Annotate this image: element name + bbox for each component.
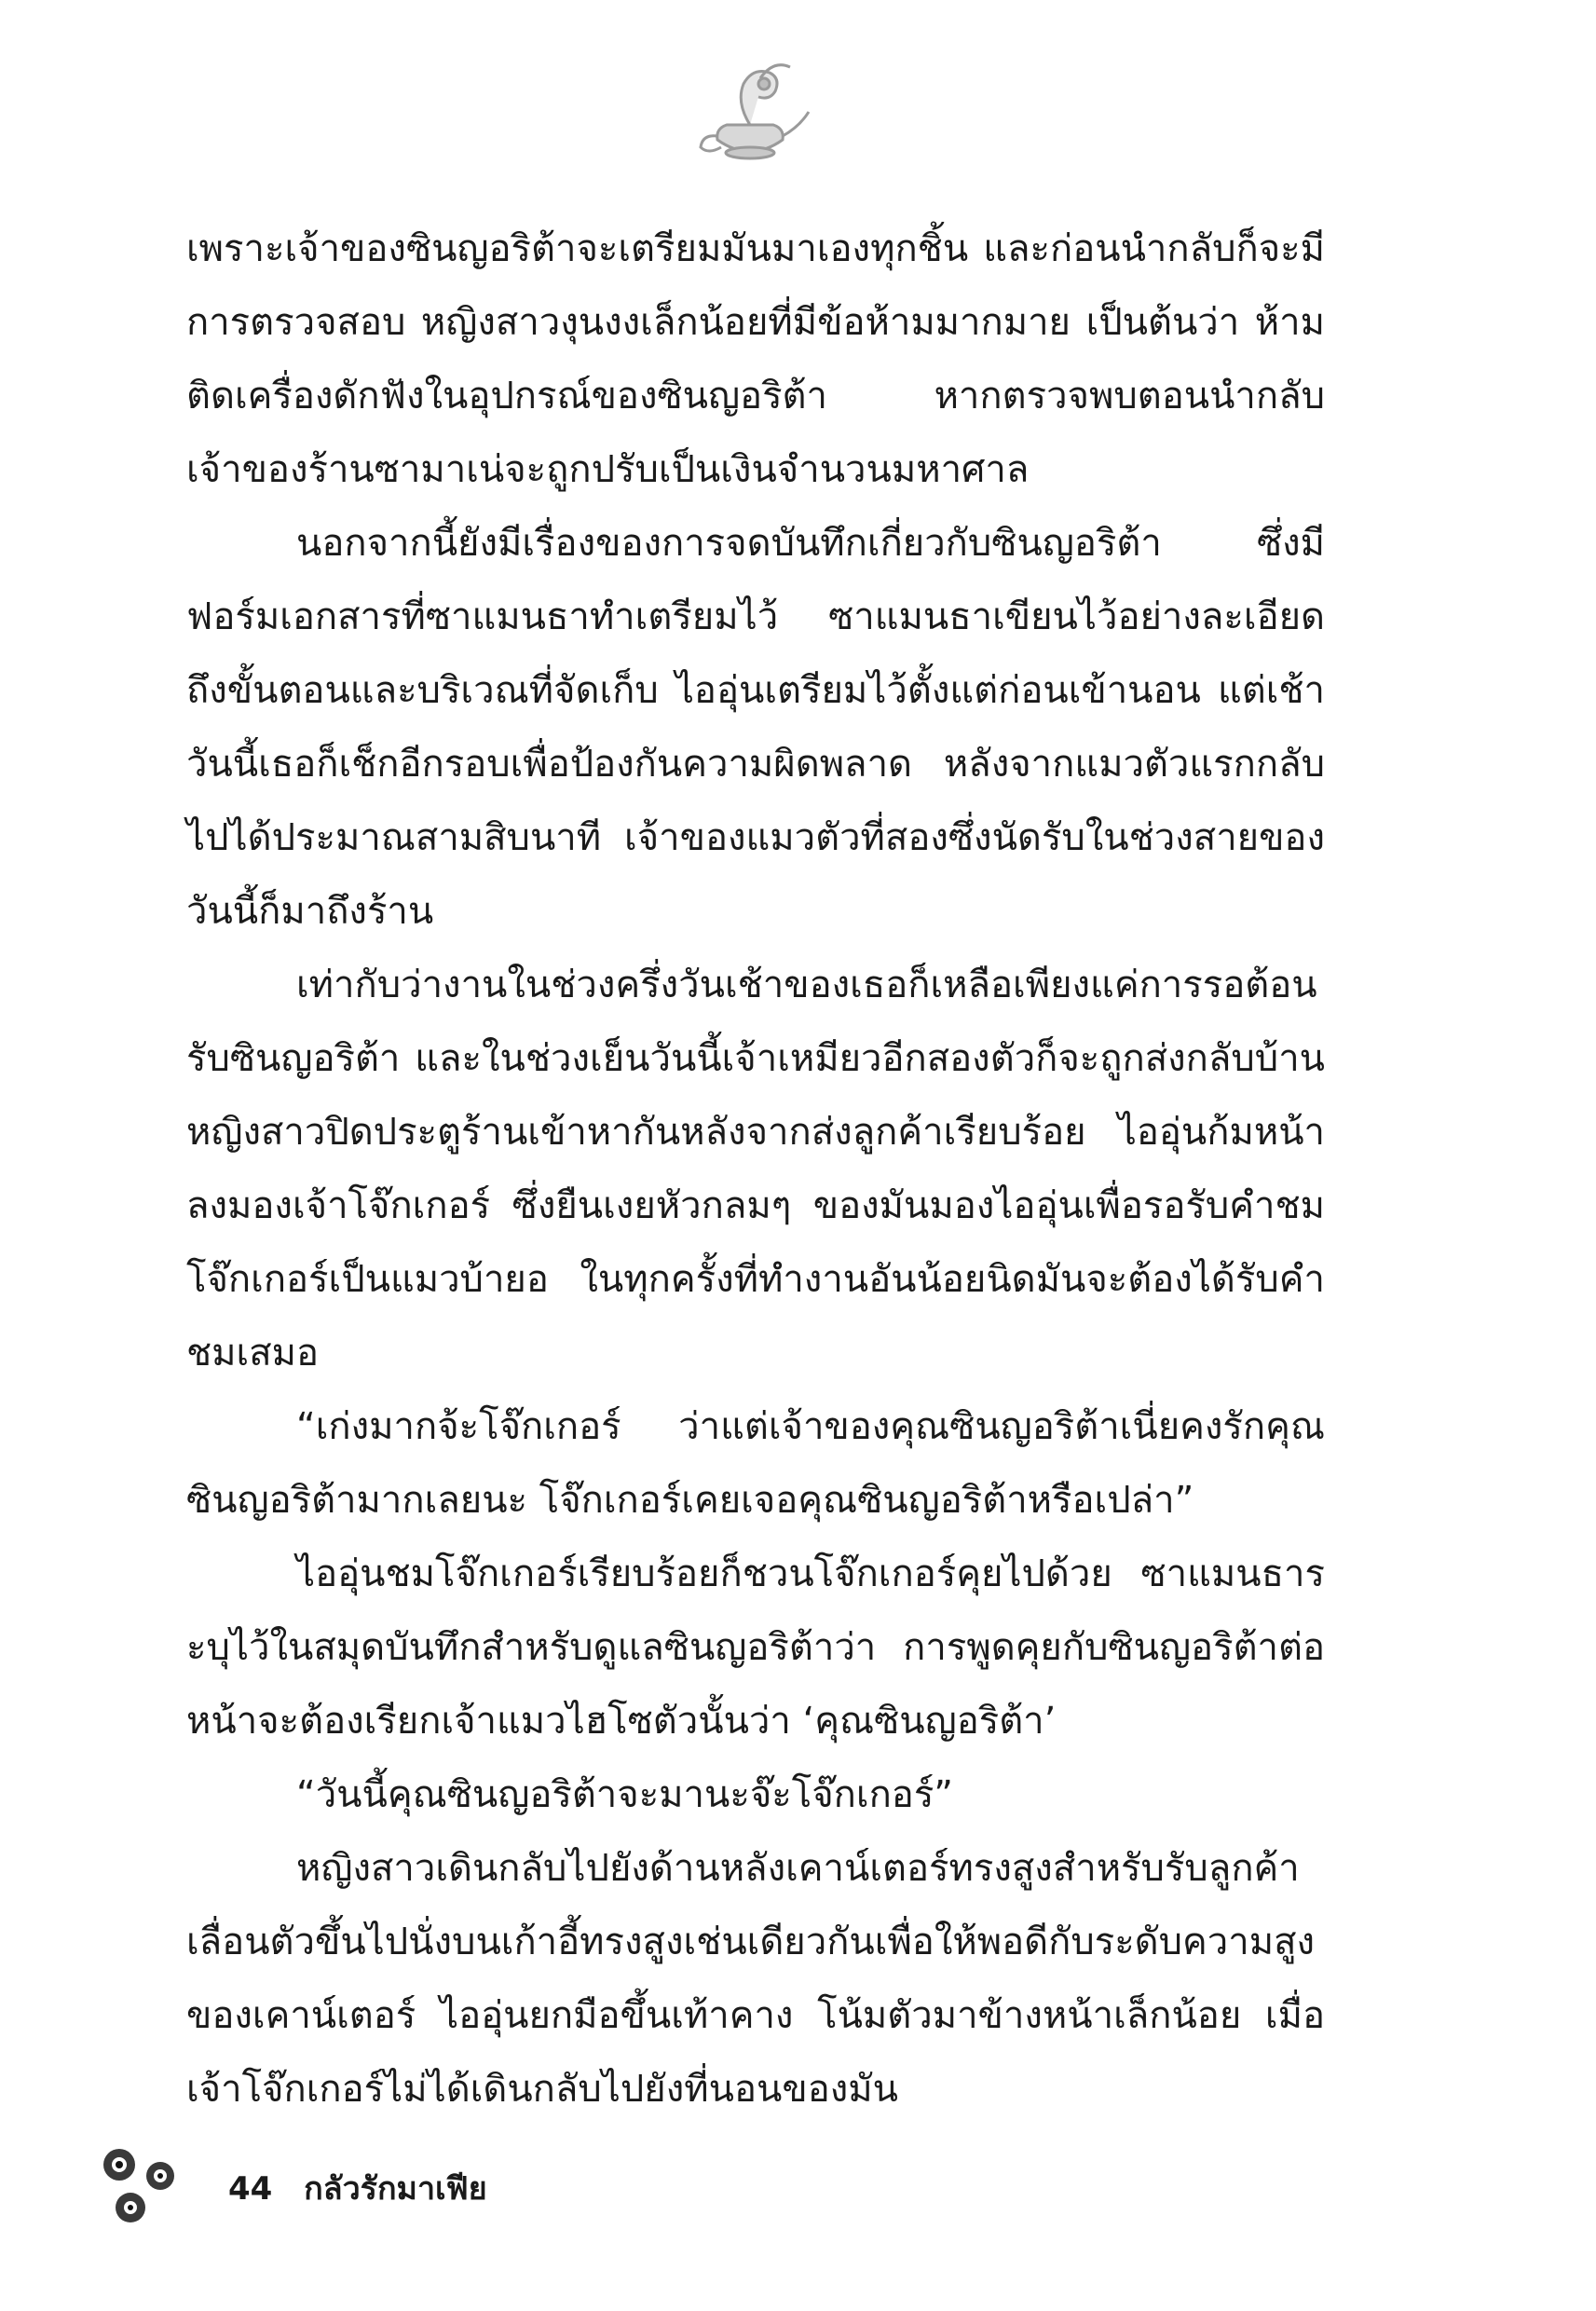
paragraph: นอกจากนี้ยังมีเรื่องของการจดบันทึกเกี่ยวกับซินญอริต้า ซึ่งมีฟอร์มเอกสารที่ซาแมนธาทำเตรียมไว้ ซาแมนธาเขียนไว้อย่างละเอียดถึงขั้นตอนและบริเวณที่จัดเก็บ ไออุ่นเตรียมไว้ตั้งแต่ก่อนเข้านอน แต่เช้าวันนี้เธอก็เช็กอีกรอบเพื่อป้องกันความผิดพลาด หลังจากแมวตัวแรกกลับไปได้ประมาณสามสิบนาที เจ้าของแมวตัวที่สองซึ่งนัดรับในช่วงสายของวันนี้ก็มาถึงร้าน	[186, 522, 1325, 933]
folio	[228, 2163, 487, 2213]
genie-lamp-icon	[680, 47, 820, 177]
book-title: กลัวรักมาเฟีย	[304, 2170, 487, 2208]
paragraph: เพราะเจ้าของซินญอริต้าจะเตรียมมันมาเองทุกชิ้น และก่อนนำกลับก็จะมีการตรวจสอบ หญิงสาวงุนงงเล็กน้อยที่มีข้อห้ามมากมาย เป็นต้นว่า ห้ามติดเครื่องดักฟังในอุปกรณ์ของซินญอริต้า หากตรวจพบตอนนำกลับ เจ้าของร้านซามาเน่จะถูกปรับเป็นเงินจำนวนมหาศาล	[186, 227, 1325, 491]
bullet-holes-icon	[93, 2139, 200, 2232]
page-footer	[93, 2139, 745, 2232]
paragraph: หญิงสาวเดินกลับไปยังด้านหลังเคาน์เตอร์ทรงสูงสำหรับรับลูกค้าเลื่อนตัวขึ้นไปนั่งบนเก้าอี้ทรงสูงเช่นเดียวกันเพื่อให้พอดีกับระดับความสูงของเคาน์เตอร์ ไออุ่นยกมือขึ้นเท้าคาง โน้มตัวมาข้างหน้าเล็กน้อย เมื่อเจ้าโจ๊กเกอร์ไม่ได้เดินกลับไปยังที่นอนของมัน	[186, 1847, 1325, 2111]
paragraph: เท่ากับว่างานในช่วงครึ่งวันเช้าของเธอก็เหลือเพียงแค่การรอต้อนรับซินญอริต้า และในช่วงเย็นวันนี้เจ้าเหมียวอีกสองตัวก็จะถูกส่งกลับบ้าน หญิงสาวปิดประตูร้านเข้าหากันหลังจากส่งลูกค้าเรียบร้อย ไออุ่นก้มหน้าลงมองเจ้าโจ๊กเกอร์ ซึ่งยืนเงยหัวกลมๆ ของมันมองไออุ่นเพื่อรอรับคำชม โจ๊กเกอร์เป็นแมวบ้ายอ ในทุกครั้งที่ทำงานอันน้อยนิดมันจะต้องได้รับคำชมเสมอ	[186, 964, 1325, 1374]
paragraph: ไออุ่นชมโจ๊กเกอร์เรียบร้อยก็ชวนโจ๊กเกอร์คุยไปด้วย ซาแมนธาระบุไว้ในสมุดบันทึกสำหรับดูแลซินญอริต้าว่า การพูดคุยกับซินญอริต้าต่อหน้าจะต้องเรียกเจ้าแมวไฮโซตัวนั้นว่า ‘คุณซินญอริต้า’	[186, 1552, 1325, 1743]
paragraph: “เก่งมากจ้ะโจ๊กเกอร์ ว่าแต่เจ้าของคุณซินญอริต้าเนี่ยคงรักคุณซินญอริต้ามากเลยนะ โจ๊กเกอร์เคยเจอคุณซินญอริต้าหรือเปล่า”	[186, 1405, 1325, 1522]
body-text	[186, 212, 1325, 2126]
page-number: 44	[228, 2170, 273, 2208]
paragraph: “วันนี้คุณซินญอริต้าจะมานะจ๊ะโจ๊กเกอร์”	[296, 1773, 954, 1816]
